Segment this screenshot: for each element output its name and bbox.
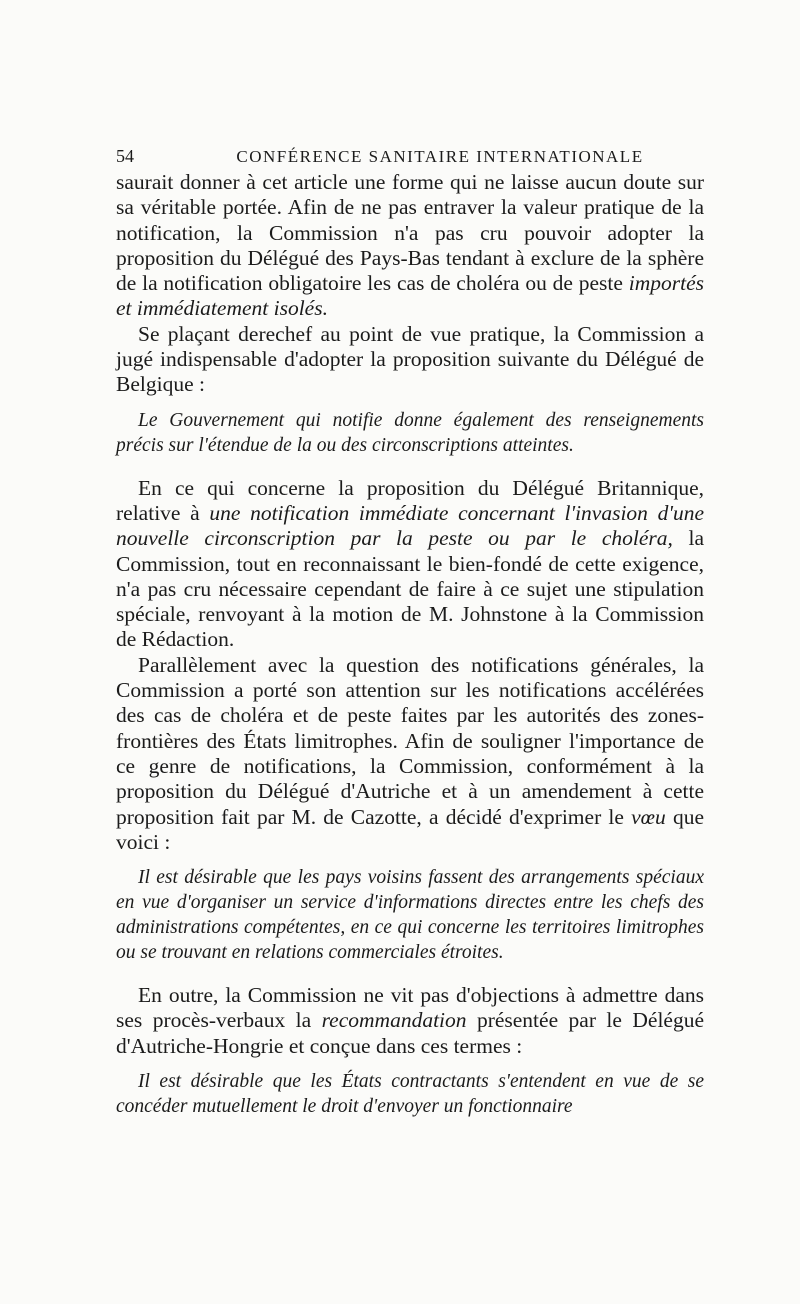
paragraph-1-italic: importés et immédiatement isolés. <box>116 271 704 321</box>
paragraph-3 <box>116 476 704 653</box>
quote-belgium: Le Gouvernement qui notifie donne également des renseignements précis sur l'étendue de la ou des circonscriptions atteintes. <box>116 409 704 456</box>
paragraph-5 <box>116 983 704 1059</box>
paragraph-4-text-a: Parallèlement avec la question des notifications générales, la Commission a porté son attention sur les notifications accélérées des cas de choléra et de peste faites par les autorités des zones-frontières des États limitrophes. Afin de souligner l'importance de ce genre de notifications, la Commission, conformément à la proposition du Délégué d'Autriche et à un amendement à cette proposition fait par M. de Cazotte, a décidé d'exprimer le <box>116 652 704 829</box>
paragraph-1-text: saurait donner à cet article une forme qui ne laisse aucun doute sur sa véritable portée. Afin de ne pas entraver la valeur pratique de la notification, la Commission n'a pas cru pouvoir adopter la proposition du Délégué des Pays-Bas tendant à exclure de la sphère de la notification obligatoire les cas de choléra ou de peste <box>116 170 704 296</box>
page-header <box>116 146 704 167</box>
paragraph-3-text-b: la Commission, tout en reconnaissant le bien-fondé de cette exigence, n'a pas cru nécessaire cependant de faire à ce sujet une stipulation spéciale, renvoyant à la motion de M. Johnstone à la Commission de Rédaction. <box>116 526 704 652</box>
running-title: CONFÉRENCE SANITAIRE INTERNATIONALE <box>236 147 644 166</box>
page-number: 54 <box>116 146 134 166</box>
quote-recommandation: Il est désirable que les États contractants s'entendent en vue de se concéder mutuellement le droit d'envoyer un fonctionnaire <box>116 1071 704 1118</box>
paragraph-4-text-b: que voici : <box>116 804 704 854</box>
paragraph-2: Se plaçant derechef au point de vue pratique, la Commission a jugé indispensable d'adopter la proposition suivante du Délégué de Belgique : <box>116 321 704 397</box>
page-body <box>116 170 704 1137</box>
paragraph-5-italic: recommandation <box>321 1008 467 1033</box>
paragraph-3-italic: une notification immédiate concernant l'invasion d'une nouvelle circonscription par la peste ou par le choléra, <box>116 500 704 551</box>
paragraph-4-italic: vœu <box>631 804 666 829</box>
paragraph-3-text-a: En ce qui concerne la proposition du Délégué Britannique, relative à <box>116 475 704 525</box>
quote-voeu: Il est désirable que les pays voisins fassent des arrangements spéciaux en vue d'organiser un service d'informations directes entre les chefs des administrations compétentes, en ce qui concerne les territoires limitrophes ou se trouvant en relations commerciales étroites. <box>116 867 704 964</box>
paragraph-1 <box>116 170 704 322</box>
paragraph-5-text-a: En outre, la Commission ne vit pas d'objections à admettre dans ses procès-verbaux la <box>116 983 704 1033</box>
paragraph-4 <box>116 653 704 855</box>
paragraph-5-text-b: présentée par le Délégué d'Autriche-Hongrie et conçue dans ces termes : <box>116 1008 704 1058</box>
